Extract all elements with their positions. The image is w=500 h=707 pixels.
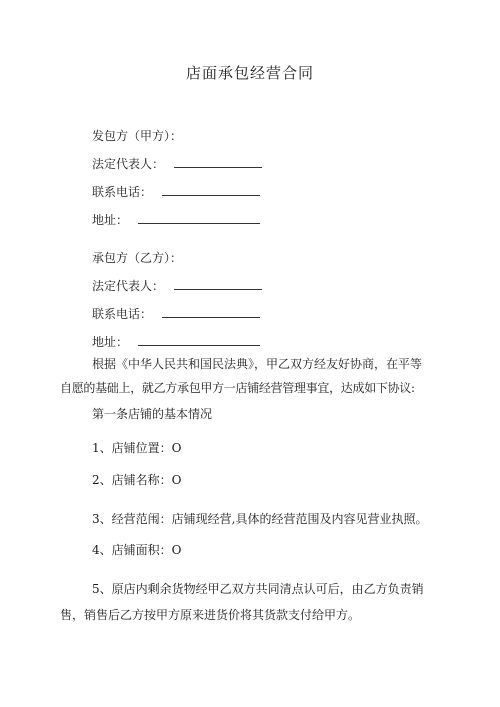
item-5-line-2: 售，销售后乙方按甲方原来进货价将其货款支付给甲方。 bbox=[60, 608, 361, 622]
party-a-address-row bbox=[92, 212, 260, 228]
party-b-rep-blank bbox=[174, 278, 262, 290]
party-a-phone-blank bbox=[162, 184, 260, 196]
party-a-phone-label: 联系电话： bbox=[92, 185, 153, 199]
party-b-address-label: 地址： bbox=[92, 335, 129, 349]
party-b-phone-blank bbox=[162, 306, 260, 318]
party-a-heading: 发包方（甲方）： bbox=[92, 129, 183, 143]
party-a-rep-label: 法定代表人： bbox=[92, 157, 165, 171]
item-1-location: 1、店铺位置：O bbox=[92, 441, 182, 455]
party-a-address-label: 地址： bbox=[92, 213, 129, 227]
party-b-heading: 承包方（乙方）： bbox=[92, 251, 183, 265]
party-b-phone-row bbox=[92, 306, 260, 322]
article-1-title: 第一条店铺的基本情况 bbox=[92, 407, 213, 421]
party-b-address-blank bbox=[138, 334, 260, 346]
item-4-area: 4、店铺面积：O bbox=[92, 543, 182, 557]
party-a-rep-row bbox=[92, 156, 262, 172]
party-b-rep-label: 法定代表人： bbox=[92, 279, 165, 293]
party-a-rep-blank bbox=[174, 156, 262, 168]
party-b-rep-row bbox=[92, 278, 262, 294]
party-b-address-row bbox=[92, 334, 260, 350]
intro-line-1: 根据《中华人民共和国民法典》，甲乙双方经友好协商，在平等 bbox=[92, 357, 423, 371]
item-5-line-1: 5、原店内剩余货物经甲乙双方共同清点认可后，由乙方负责销 bbox=[92, 582, 424, 596]
party-a-address-blank bbox=[138, 212, 260, 224]
item-2-name: 2、店铺名称：O bbox=[92, 473, 182, 487]
intro-line-2: 自愿的基础上，就乙方承包甲方一店铺经营管理事宜，达成如下协议: bbox=[60, 381, 415, 395]
item-3-scope: 3、经营范闱：店铺现经营,具体的经营范围及内容见营业执照。 bbox=[92, 512, 428, 526]
party-b-phone-label: 联系电话： bbox=[92, 307, 153, 321]
party-a-phone-row bbox=[92, 184, 260, 200]
document-title: 店面承包经营合同 bbox=[185, 64, 314, 82]
